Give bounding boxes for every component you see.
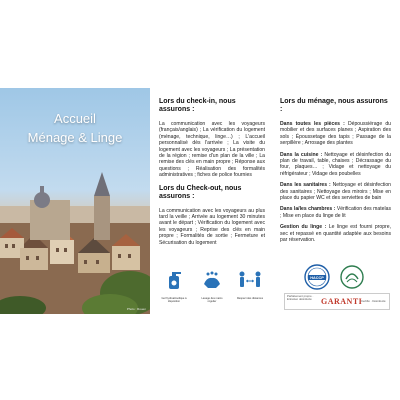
title-line-2: Ménage & Linge (27, 130, 123, 145)
haccp-logo (304, 264, 330, 290)
section-bathrooms (280, 182, 391, 201)
section-text: Le linge est fourni propre, sec et repassé en quantité adaptée aux besoins par réservation. (280, 224, 391, 244)
checkout-text: La communication avec les voyageurs au plus tard la veille ; Arrivée au logement 30 minutes avant le départ ; Vérification du logement avec les voyageurs ; Reprise des clés en main propre ; Formalités de sortie ; Fermeture et Sécurisation du logement (159, 207, 265, 246)
haccp-text: HACCP (310, 276, 324, 280)
menage-heading: Lors du ménage, nous assurons : (280, 98, 388, 113)
checkout-heading: Lors du Check-out, nous assurons : (159, 184, 242, 200)
garanti-title: GARANTI (321, 297, 363, 306)
sanitizer-block (160, 269, 188, 303)
section-text: Dépoussiérage du mobilier et des surfaces planes ; Aspiration des sols ; Époussetage des tapis ; Passage de la serpillère ; Arrosage des plantes (280, 121, 391, 147)
section-all-rooms (280, 121, 391, 147)
section-label: Dans les sanitaires : (280, 182, 331, 189)
icon-caption: Lavage des mains régulier (201, 297, 223, 303)
checkin-checkout-column (159, 98, 265, 252)
garanti-right-text: Certifié · Désinfecté (361, 299, 386, 303)
section-label: Gestion du linge : (280, 224, 327, 231)
city-photo (0, 88, 150, 314)
sanitizer-icon (163, 269, 185, 291)
section-bedrooms (280, 206, 391, 219)
hands-block (198, 269, 226, 303)
section-text: Nettoyage et désinfection des sanitaires ; Nettoyage des miroirs ; Mise en place du papier WC et des serviettes de bain (280, 182, 392, 202)
hygiene-icons (160, 269, 270, 309)
checkin-text: La communication avec les voyageurs (français/anglais) ; La vérification du logement (ménage, technique, linge…) ; L'accueil personnalisé dès l'arrivée ; La visite du logement avec les voyageurs ; La présentation de la région ; remise d'un plan de la ville ; La remise des clés en main propre ; Réponse aux questions ; Réalisation des formalités administratives ; fiches de police fournies (159, 121, 265, 179)
certification-logos (282, 264, 392, 312)
cleaning-seal-icon (340, 265, 364, 289)
distance-icon (237, 269, 263, 291)
icon-caption: Respect des distances (236, 297, 264, 300)
slide (0, 88, 400, 314)
section-kitchen (280, 152, 391, 178)
section-text: Nettoyage et désinfection du plan de travail, table, chaises ; Décrassage du four, plaques… ; Vidage et nettoyage du réfrigérateur ; Vidage des poubelles (280, 151, 391, 177)
section-linen (280, 224, 391, 243)
icon-caption: Gel hydroalcoolique à disposition (161, 297, 187, 303)
photo-credit: Photo : Rouen (126, 307, 146, 311)
garanti-left-text: Parfaitement propre · Entretien désinfecté (287, 294, 314, 302)
section-label: Dans la/les chambres : (280, 206, 336, 213)
distance-block (236, 269, 264, 300)
section-label: Dans toutes les pièces : (280, 121, 345, 127)
checkin-heading: Lors du check-in, nous assurons : (159, 98, 236, 113)
section-text: Vérification des matelas ; Mise en place du linge de lit (280, 206, 391, 219)
menage-column (280, 98, 391, 249)
hands-icon (201, 269, 223, 291)
section-label: Dans la cuisine : (280, 151, 323, 158)
title-line-1: Accueil (54, 111, 96, 126)
garanti-banner (284, 293, 390, 310)
